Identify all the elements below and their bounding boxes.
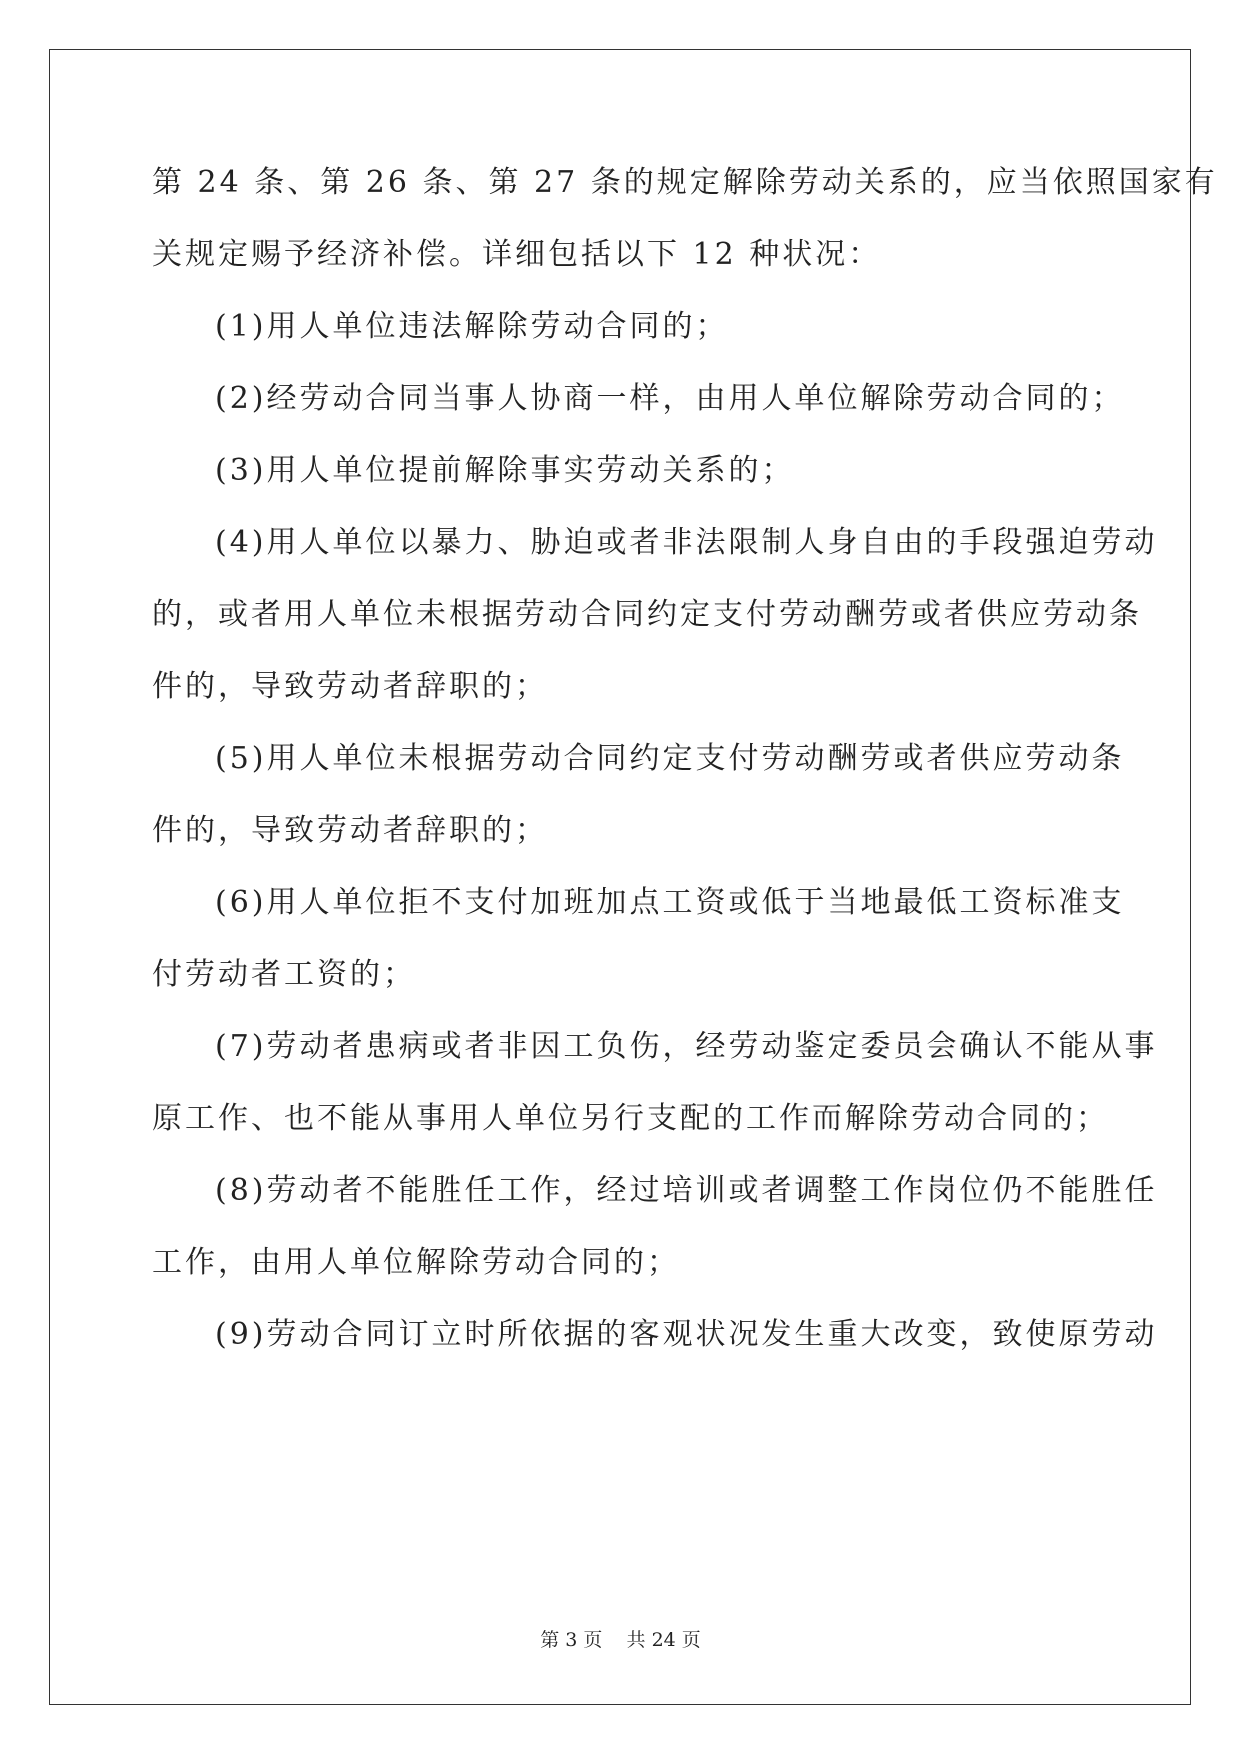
text-line: 工作，由用人单位解除劳动合同的； (152, 1245, 680, 1280)
list-item: (6)用人单位拒不支付加班加点工资或低于当地最低工资标准支 (215, 885, 1125, 920)
list-item: (8)劳动者不能胜任工作，经过培训或者调整工作岗位仍不能胜任 (215, 1173, 1158, 1208)
list-item: (1)用人单位违法解除劳动合同的； (215, 309, 729, 344)
text-line: 的，或者用人单位未根据劳动合同约定支付劳动酬劳或者供应劳动条 (152, 597, 1142, 632)
text-line: 付劳动者工资的； (152, 957, 416, 992)
text-line: 原工作、也不能从事用人单位另行支配的工作而解除劳动合同的； (152, 1101, 1109, 1136)
text-line: 第 24 条、第 26 条、第 27 条的规定解除劳动关系的，应当依照国家有 (152, 165, 1218, 200)
page-number-footer: 第 3 页 共 24 页 (540, 1629, 701, 1651)
text-line: 件的，导致劳动者辞职的； (152, 669, 548, 704)
list-item: (5)用人单位未根据劳动合同约定支付劳动酬劳或者供应劳动条 (215, 741, 1125, 776)
text-line: 关规定赐予经济补偿。详细包括以下 12 种状况： (152, 237, 882, 272)
list-item: (7)劳动者患病或者非因工负伤，经劳动鉴定委员会确认不能从事 (215, 1029, 1158, 1064)
list-item: (4)用人单位以暴力、胁迫或者非法限制人身自由的手段强迫劳动 (215, 525, 1158, 560)
list-item: (9)劳动合同订立时所依据的客观状况发生重大改变，致使原劳动 (215, 1317, 1158, 1352)
list-item: (2)经劳动合同当事人协商一样，由用人单位解除劳动合同的； (215, 381, 1125, 416)
list-item: (3)用人单位提前解除事实劳动关系的； (215, 453, 795, 488)
page-border (49, 49, 1191, 1705)
text-line: 件的，导致劳动者辞职的； (152, 813, 548, 848)
